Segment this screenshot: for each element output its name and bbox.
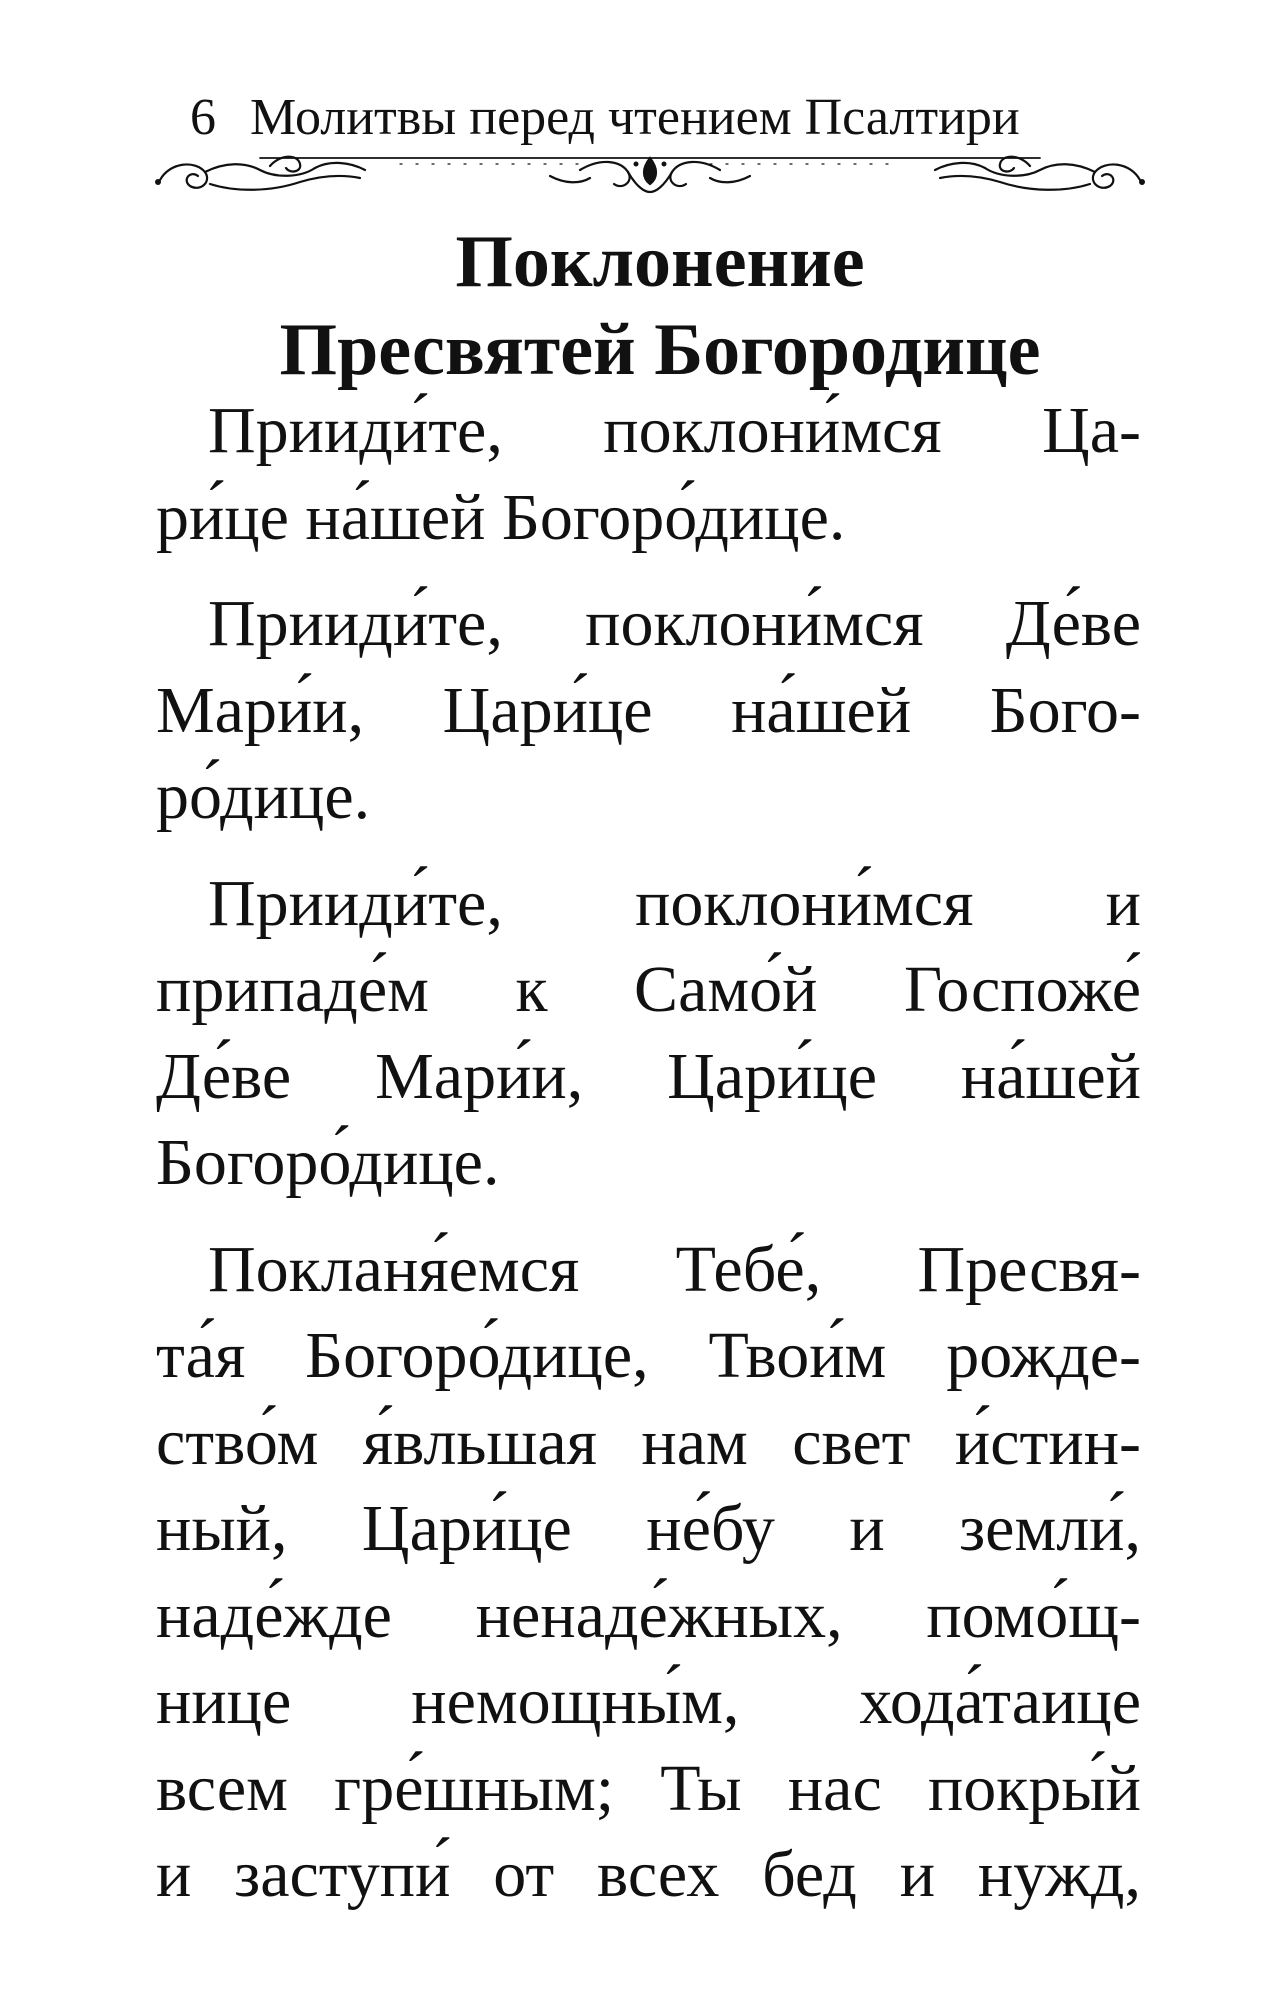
text-line: и заступи́ от всех бед и нужд, <box>156 1838 1141 1911</box>
page-number: 6 <box>190 89 216 146</box>
text-line: Прииди́те, поклони́мся и <box>208 866 1141 940</box>
text-line: ри́це на́шей Богоро́дице. <box>156 480 846 554</box>
running-head <box>190 88 1020 148</box>
text-line: ный, Цари́це не́бу и земли́, <box>156 1492 1141 1565</box>
running-head-title: Молитвы перед чтением Псалтири <box>250 89 1020 146</box>
text-line: Прииди́те, поклони́мся Де́ве <box>208 587 1141 660</box>
text-line: всем гре́шным; Ты нас покры́й <box>156 1751 1141 1825</box>
paragraph-3 <box>156 861 1141 1207</box>
text-line: наде́жде ненаде́жных, помо́щ- <box>156 1578 1141 1652</box>
text-line: Покланя́емся Тебе́, Пресвя- <box>208 1232 1141 1306</box>
text-line: ство́м я́вльшая нам свет и́стин- <box>156 1405 1141 1479</box>
decorative-flourish-divider-icon <box>150 140 1150 204</box>
text-line: Богоро́дице. <box>156 1126 500 1199</box>
text-line: Прииди́те, поклони́мся Ца- <box>208 394 1141 467</box>
text-line: припаде́м к Само́й Госпоже́ <box>156 953 1141 1026</box>
paragraph-2 <box>156 581 1141 841</box>
paragraph-4 <box>156 1227 1141 1919</box>
prayer-title <box>160 218 1160 394</box>
paragraph-1 <box>156 388 1141 561</box>
text-line: Мари́и, Цари́це на́шей Бого- <box>156 673 1141 747</box>
title-line-2: Пресвятей Богородице <box>279 309 1041 391</box>
title-line-1: Поклонение <box>455 221 865 303</box>
text-line: Де́ве Мари́и, Цари́це на́шей <box>156 1039 1141 1113</box>
text-line: нице немощны́м, хода́таице <box>156 1665 1141 1738</box>
text-line: та́я Богоро́дице, Твои́м рожде- <box>156 1319 1141 1392</box>
text-line: ро́дице. <box>156 760 371 833</box>
prayer-body <box>156 388 1141 1919</box>
